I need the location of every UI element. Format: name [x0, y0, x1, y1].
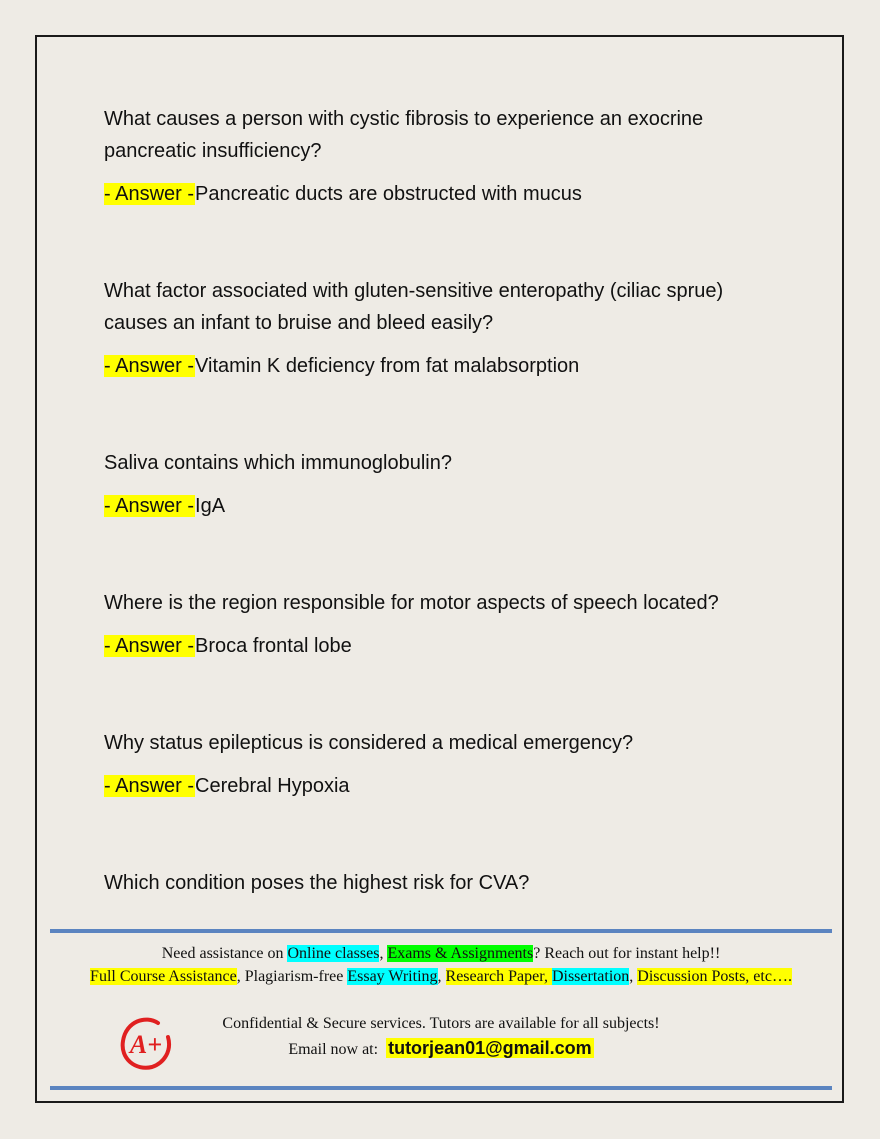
dissertation: Dissertation — [551, 968, 630, 985]
question-text: Which condition poses the highest risk for CVA? — [104, 872, 530, 894]
answer-line — [104, 493, 784, 519]
qa-item — [104, 103, 784, 207]
footer-promo-line-2 — [50, 968, 832, 986]
answer-label: - Answer - — [104, 495, 195, 517]
email-link[interactable]: tutorjean01@gmail.com — [388, 1038, 592, 1058]
footer-services-line: Confidential & Secure services. Tutors are available for all subjects! — [222, 1015, 660, 1032]
essay-writing: Essay Writing — [347, 968, 438, 985]
footer-text: ? Reach out for instant help!! — [533, 945, 721, 962]
online-classes-link: Online classes — [287, 945, 380, 962]
answer-text: Pancreatic ducts are obstructed with mucus — [195, 183, 582, 205]
qa-item — [104, 275, 784, 379]
answer-text: Cerebral Hypoxia — [195, 775, 350, 797]
answer-label: - Answer - — [104, 635, 195, 657]
footer-text: , Plagiarism-free — [236, 968, 348, 985]
question-text: What causes a person with cystic fibrosis to experience an exocrine pancreatic insufficiency? — [104, 108, 704, 162]
footer-text: , — [437, 968, 446, 985]
question-text: Where is the region responsible for motor aspects of speech located? — [104, 592, 719, 614]
answer-label: - Answer - — [104, 355, 195, 377]
answer-text: Broca frontal lobe — [195, 635, 352, 657]
question-text: Saliva contains which immunoglobulin? — [104, 452, 452, 474]
exams-assignments-link: Exams & Assignments — [387, 945, 534, 962]
footer-text: , — [379, 945, 388, 962]
footer-text: Need assistance on — [161, 945, 288, 962]
qa-item — [104, 447, 784, 519]
answer-line — [104, 773, 784, 799]
qa-item — [104, 727, 784, 799]
footer-text: , — [629, 968, 638, 985]
footer-promo-line-1 — [50, 945, 832, 963]
answer-line — [104, 633, 784, 659]
logo-text: A+ — [129, 1030, 163, 1059]
answer-label: - Answer - — [104, 775, 195, 797]
footer-email-line — [50, 1038, 832, 1059]
qa-item — [104, 867, 784, 899]
answer-text: IgA — [195, 495, 226, 517]
research-paper: Research Paper, — [445, 968, 552, 985]
footer-top-rule — [50, 929, 832, 933]
question-text: What factor associated with gluten-sensitive enteropathy (ciliac sprue) causes an infant to bruise and bleed easily? — [104, 280, 724, 334]
answer-line — [104, 181, 784, 207]
full-course-assistance: Full Course Assistance — [90, 968, 237, 985]
answer-text: Vitamin K deficiency from fat malabsorption — [195, 355, 580, 377]
question-text: Why status epilepticus is considered a medical emergency? — [104, 732, 634, 754]
answer-line — [104, 353, 784, 379]
qa-item — [104, 587, 784, 659]
footer-bottom-rule — [50, 1086, 832, 1090]
email-label: Email now at: — [288, 1041, 379, 1058]
answer-label: - Answer - — [104, 183, 195, 205]
discussion-posts: Discussion Posts, etc…. — [637, 968, 792, 985]
